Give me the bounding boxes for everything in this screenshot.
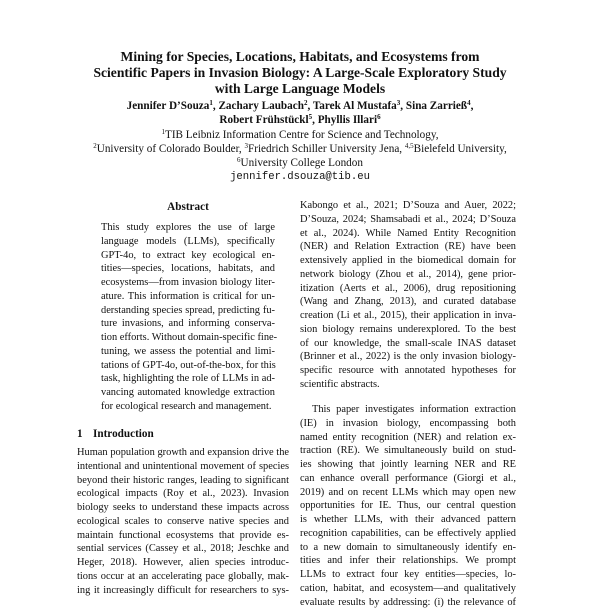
body-line: ies showing that jointly learning NER and RE	[300, 458, 516, 472]
body-line: itization (Aerts et al., 2006), drug repositioning	[300, 282, 516, 296]
body-line: is whether LLMs, with their advanced pattern	[300, 513, 516, 527]
body-line: to a new domain to simultaneously identify en-	[300, 541, 516, 555]
body-line: LLMs to extract four key entities—species, lo-	[300, 568, 516, 582]
body-line: network biology (Zhou et al., 2014), gene prior-	[300, 268, 516, 282]
intro-line: maintain functional ecosystems that provide es-	[77, 529, 289, 543]
author-line: Jennifer D’Souza$^1$, Zachary Laubach$^2$, Tarek Al Mustafa$^3$, Sina Zarrieß$^4$,	[80, 99, 520, 113]
affil-mark: 6	[237, 156, 241, 164]
intro-line: beyond their historic ranges, leading to significant	[77, 474, 289, 488]
abstract-line: task, highlighting the role of LLMs in ad-	[101, 372, 275, 386]
affiliation: TIB Leibniz Information Centre for Science and Technology,	[165, 129, 439, 141]
abstract-heading: Abstract	[86, 201, 290, 213]
intro-line: Human population growth and expansion drive the	[77, 446, 289, 460]
author-affil-mark: 6	[377, 113, 381, 121]
body-line: named entity recognition (NER) and relation ex-	[300, 431, 516, 445]
abstract-line: derstanding species spread, predicting fu-	[101, 304, 275, 318]
body-line: cation, habitat, and ecosystem—and qualitatively	[300, 582, 516, 596]
affiliation: University College London	[241, 157, 363, 169]
abstract-body	[101, 221, 275, 414]
intro-line: tions occur at an accelerating pace globally, mak-	[77, 570, 289, 584]
body-line: (IE) in invasion biology, encompassing both	[300, 417, 516, 431]
body-line: D’Souza, 2024; Shamsabadi et al., 2024; D’Souza	[300, 213, 516, 227]
abstract-line: tities—species, locations, habitats, and	[101, 262, 275, 276]
paper-title	[80, 49, 520, 97]
abstract-line: GPT-4o, to extract key ecological en-	[101, 249, 275, 263]
title-line: Scientific Papers in Invasion Biology: A Large-Scale Exploratory Study	[80, 65, 520, 81]
section-number: 1	[77, 428, 93, 440]
author-name: Phyllis Illari	[318, 114, 377, 126]
abstract-line: ecosystems—from invasion biology liter-	[101, 276, 275, 290]
introduction-body	[77, 446, 289, 597]
abstract-line: language models (LLMs), specifically	[101, 235, 275, 249]
contact-email[interactable]: jennifer.dsouza@tib.eu	[70, 170, 530, 184]
abstract-line: This study explores the use of large	[101, 221, 275, 235]
author-name: Tarek Al Mustafa	[313, 100, 397, 112]
affil-mark: 2	[93, 142, 97, 150]
abstract-line: tations of GPT-4o, out-of-the-box, for this	[101, 359, 275, 373]
intro-line: ecological impacts (Roy et al., 2023). Invasion	[77, 487, 289, 501]
intro-line: ecological scales to conserve native species and	[77, 515, 289, 529]
body-line: tities and infer their relationships. We prompt	[300, 554, 516, 568]
affil-mark: 3	[245, 142, 249, 150]
intro-line: ing it increasingly difficult for researchers to sys-	[77, 584, 289, 598]
body-line: recognition capabilities, can be effectively applied	[300, 527, 516, 541]
affiliation: Friedrich Schiller University Jena,	[248, 143, 405, 155]
title-line: with Large Language Models	[80, 81, 520, 97]
body-line: can enhance overall performance (Giorgi et al.,	[300, 472, 516, 486]
abstract-line: vancing automated knowledge extraction	[101, 386, 275, 400]
affiliations	[70, 128, 530, 184]
author-name: Sina Zarrieß	[406, 100, 467, 112]
body-line: Kabongo et al., 2021; D’Souza and Auer, 2022;	[300, 199, 516, 213]
author-name: Zachary Laubach	[218, 100, 303, 112]
affiliation-line	[70, 142, 530, 156]
intro-line: biology seeks to understand these impacts across	[77, 501, 289, 515]
section-heading-introduction	[77, 428, 154, 440]
body-line: (NER) and Relation Extraction (RE) have been	[300, 240, 516, 254]
intro-line: Heger, 2018). However, alien species introduc-	[77, 556, 289, 570]
affiliation: University of Colorado Boulder,	[97, 143, 245, 155]
affil-mark: 4,5	[405, 142, 414, 150]
abstract-line: for ecological research and management.	[101, 400, 275, 414]
author-affil-mark: 3	[397, 99, 401, 107]
author-affil-mark: 1	[209, 99, 213, 107]
body-line: et al., 2024). While Named Entity Recognition	[300, 227, 516, 241]
author-affil-mark: 4	[467, 99, 471, 107]
body-line: opportunities for IE. Thus, our central question	[300, 499, 516, 513]
abstract-line: ature. This information is critical for un-	[101, 290, 275, 304]
intro-line: intentional and unintentional movement of species	[77, 460, 289, 474]
author-list	[80, 99, 520, 127]
author-line: Robert Frühstückl$^5$, Phyllis Illari$^6$	[80, 113, 520, 127]
affiliation-line	[70, 128, 530, 142]
abstract-line: ture invasions, and informing conserva-	[101, 317, 275, 331]
author-affil-mark: 2	[304, 99, 308, 107]
abstract-line: tuning, we assess the potential and limi-	[101, 345, 275, 359]
author-name: Robert Frühstückl	[219, 114, 308, 126]
right-column-paragraph-1	[300, 199, 516, 392]
body-line: evaluate results by addressing: (i) the relevance of	[300, 596, 516, 609]
body-line: 2019) and on recent LLMs which may open new	[300, 486, 516, 500]
body-line: specific resource with annotated hypotheses for	[300, 364, 516, 378]
author-affil-mark: 5	[309, 113, 313, 121]
body-line: (Wang and Zhang, 2013), and curated database	[300, 295, 516, 309]
right-column-paragraph-2	[300, 403, 516, 609]
affil-mark: 1	[161, 128, 165, 136]
affiliation-line	[70, 156, 530, 170]
intro-line: sential services (Cassey et al., 2018; Jeschke and	[77, 542, 289, 556]
section-title: Introduction	[93, 428, 154, 440]
body-line: traction (RE). We simultaneously build on stud-	[300, 444, 516, 458]
abstract-line: tion efforts. Without domain-specific fine-	[101, 331, 275, 345]
body-line: (Brinner et al., 2022) is the only invasion biology-	[300, 350, 516, 364]
body-line: creation (Li et al., 2015), their application in inva-	[300, 309, 516, 323]
author-name: Jennifer D’Souza	[127, 100, 210, 112]
body-line: scientific abstracts.	[300, 378, 516, 392]
affiliation: Bielefeld University,	[414, 143, 507, 155]
title-line: Mining for Species, Locations, Habitats, and Ecosystems from	[80, 49, 520, 65]
body-line: of our knowledge, the small-scale INAS dataset	[300, 337, 516, 351]
body-line: extensively applied in the biomedical domain for	[300, 254, 516, 268]
body-line: This paper investigates information extraction	[300, 403, 516, 417]
body-line: sion biology remains underexplored. To the best	[300, 323, 516, 337]
